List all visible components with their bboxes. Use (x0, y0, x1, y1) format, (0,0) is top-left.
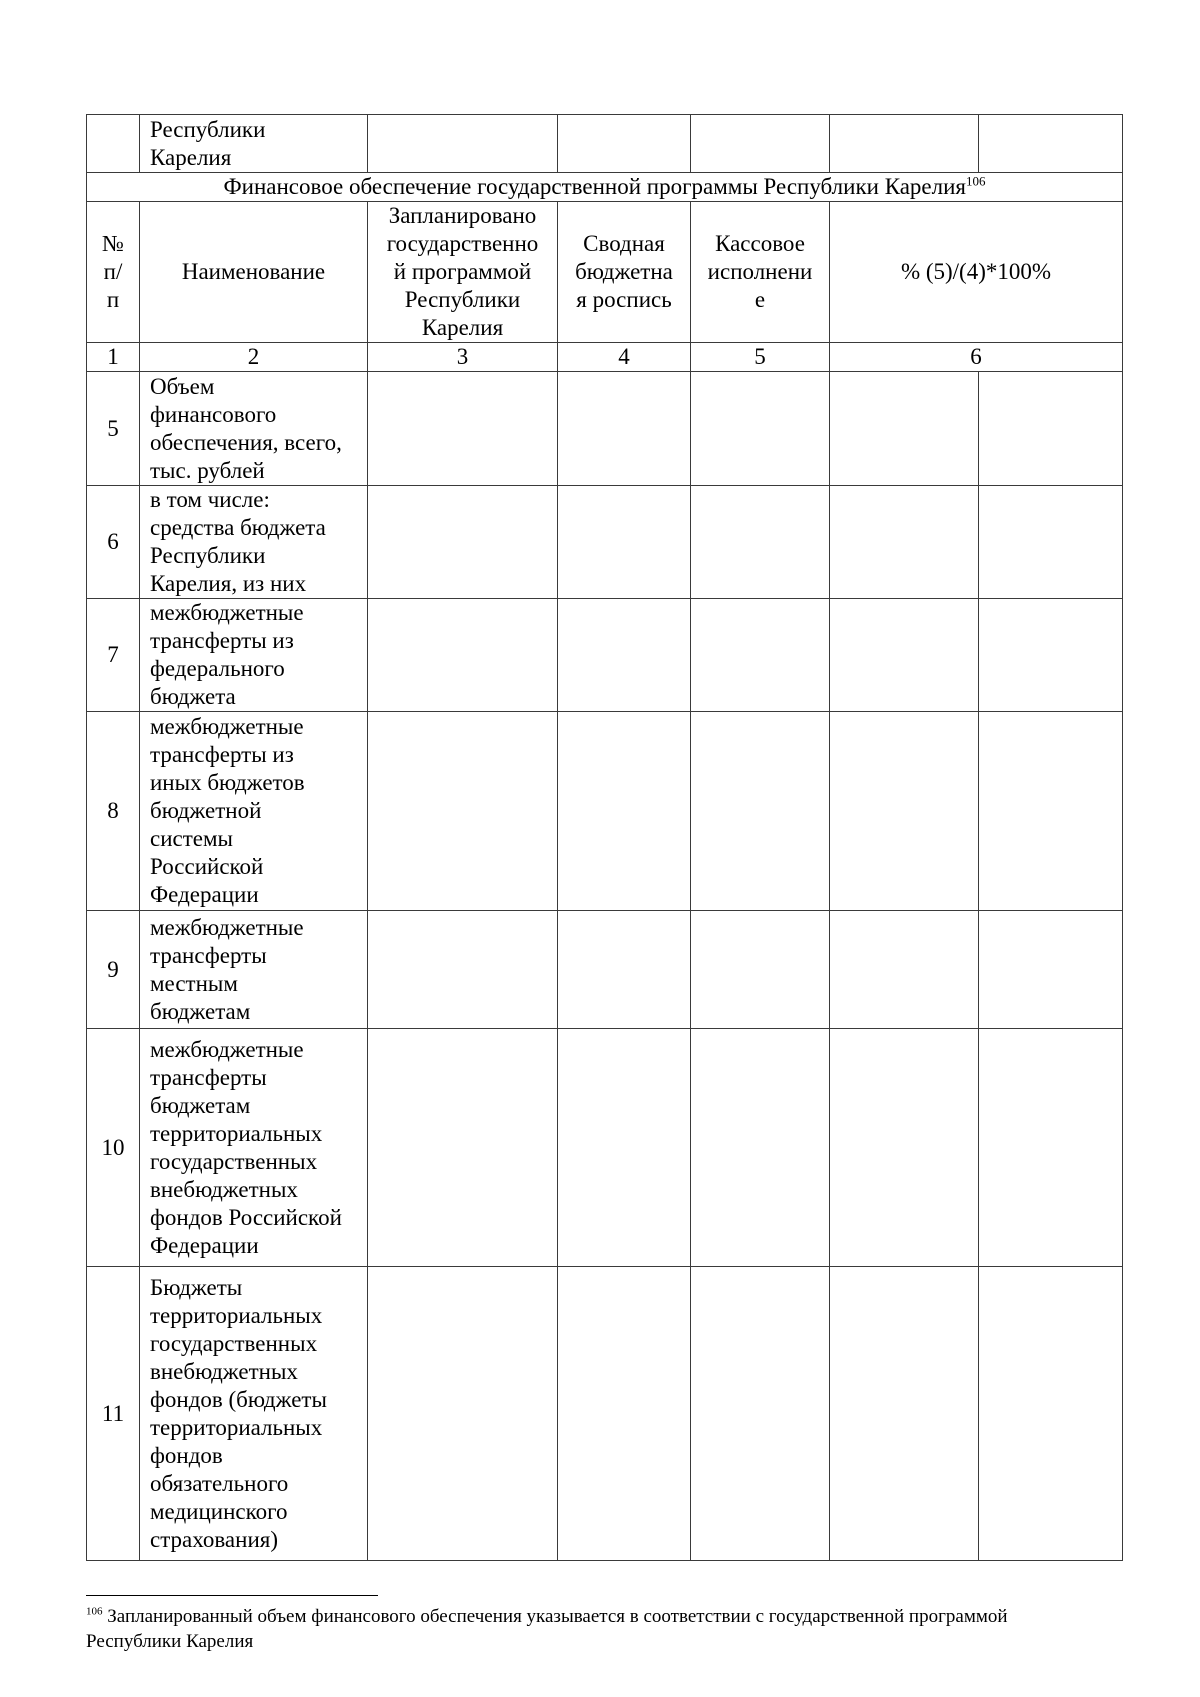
column-number-row (87, 343, 1123, 372)
row-name: межбюджетные трансферты из федерального бюджета (140, 599, 368, 712)
row-name: межбюджетные трансферты из иных бюджетов бюджетной системы Российской Федерации (140, 712, 368, 911)
row-name: межбюджетные трансферты местным бюджетам (140, 911, 368, 1029)
table-row (87, 372, 1123, 486)
row-name: в том числе: средства бюджета Республики Карелия, из них (140, 486, 368, 599)
header-planned: Запланировано государственно й программой Республики Карелия (368, 202, 558, 343)
empty-cell (558, 712, 691, 911)
empty-cell (830, 712, 979, 911)
empty-cell (830, 372, 979, 486)
column-number: 5 (691, 343, 830, 372)
empty-cell (691, 911, 830, 1029)
header-num: № п/ п (87, 202, 140, 343)
row-name: Бюджеты территориальных государственных внебюджетных фондов (бюджеты территориальных фондов обязательного медицинского страхования) (140, 1267, 368, 1561)
empty-cell (558, 1267, 691, 1561)
empty-cell (558, 1029, 691, 1267)
footnote-text-cont: Республики Карелия (86, 1631, 254, 1652)
column-number: 1 (87, 343, 140, 372)
row-name: Объем финансового обеспечения, всего, тыс. рублей (140, 372, 368, 486)
footnote-number: 106 (86, 1605, 103, 1618)
header-cash: Кассовое исполнени е (691, 202, 830, 343)
header-budget: Сводная бюджетна я роспись (558, 202, 691, 343)
empty-cell (691, 1029, 830, 1267)
empty-cell (558, 486, 691, 599)
row-number: 10 (87, 1029, 140, 1267)
column-number: 3 (368, 343, 558, 372)
empty-cell (691, 372, 830, 486)
empty-cell (368, 911, 558, 1029)
financing-table (86, 114, 1123, 1561)
empty-cell (691, 712, 830, 911)
row-number: 8 (87, 712, 140, 911)
section-title-row (87, 173, 1123, 202)
empty-cell (691, 486, 830, 599)
empty-cell (830, 911, 979, 1029)
table-row (87, 486, 1123, 599)
row-number: 5 (87, 372, 140, 486)
empty-cell (979, 712, 1123, 911)
empty-cell (368, 372, 558, 486)
empty-cell (368, 712, 558, 911)
row-number: 6 (87, 486, 140, 599)
header-row (87, 202, 1123, 343)
footnote-reference: 106 (966, 173, 986, 189)
empty-cell (979, 1029, 1123, 1267)
empty-cell (558, 911, 691, 1029)
column-number: 2 (140, 343, 368, 372)
empty-cell (558, 372, 691, 486)
row-number: 9 (87, 911, 140, 1029)
table-row (87, 599, 1123, 712)
empty-cell (979, 911, 1123, 1029)
column-number: 6 (830, 343, 1123, 372)
empty-cell (691, 1267, 830, 1561)
row-number: 11 (87, 1267, 140, 1561)
empty-cell (979, 599, 1123, 712)
continuation-name: Республики Карелия (140, 115, 368, 173)
empty-cell (368, 1267, 558, 1561)
table-row (87, 712, 1123, 911)
footnote-separator (86, 1595, 378, 1596)
empty-cell (368, 486, 558, 599)
empty-cell (979, 1267, 1123, 1561)
empty-cell (979, 486, 1123, 599)
empty-cell (830, 1029, 979, 1267)
empty-cell (691, 599, 830, 712)
empty-cell (830, 1267, 979, 1561)
empty-cell (368, 599, 558, 712)
section-title: Финансовое обеспечение государственной программы Республики Карелия$^{106}$ (87, 173, 1123, 202)
footnote (86, 1604, 1126, 1654)
column-number: 4 (558, 343, 691, 372)
header-name: Наименование (140, 202, 368, 343)
empty-cell (830, 486, 979, 599)
row-name: межбюджетные трансферты бюджетам территориальных государственных внебюджетных фондов Российской Федерации (140, 1029, 368, 1267)
table-row (87, 911, 1123, 1029)
footnote-text: Запланированный объем финансового обеспечения указывается в соответствии с государственной программой (107, 1606, 1008, 1627)
table-row (87, 1029, 1123, 1267)
empty-cell (368, 1029, 558, 1267)
row-number: 7 (87, 599, 140, 712)
empty-cell (558, 599, 691, 712)
empty-cell (830, 599, 979, 712)
empty-cell (979, 372, 1123, 486)
continuation-row (87, 115, 1123, 173)
header-percent: % (5)/(4)*100% (830, 202, 1123, 343)
table-row (87, 1267, 1123, 1561)
